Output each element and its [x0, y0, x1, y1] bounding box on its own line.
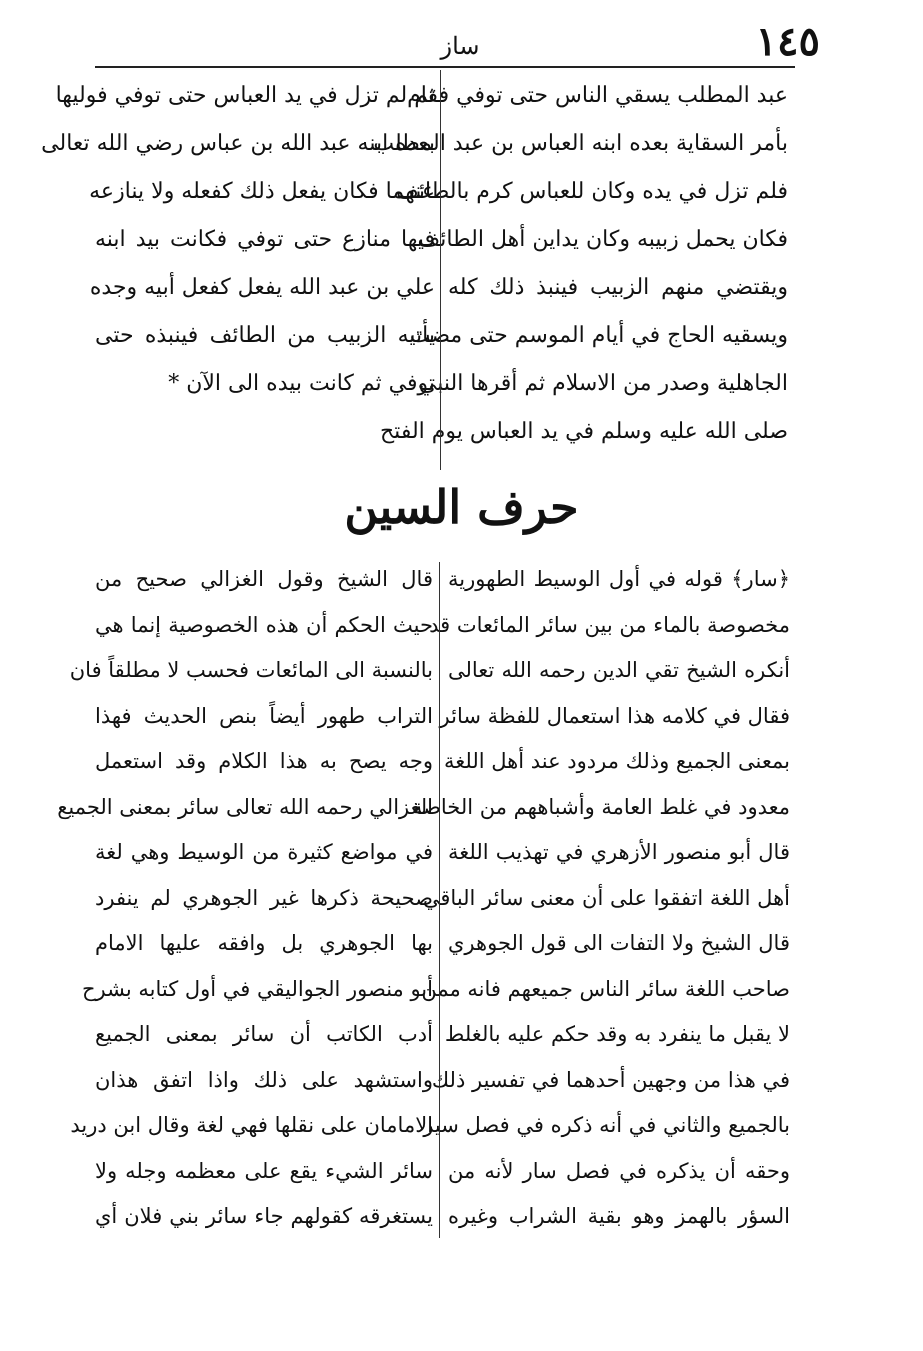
page-number: ١٤٥: [755, 18, 820, 65]
text-line: السؤر بالهمز وهو بقية الشراب وغيره: [448, 1204, 790, 1228]
text-line: ﴿سار﴾ قوله في أول الوسيط الطهورية: [448, 567, 790, 591]
text-line: وجه يصح به هذا الكلام وقد استعمل: [95, 749, 433, 773]
text-line: قال أبو منصور الأزهري في تهذيب اللغة: [448, 840, 790, 864]
text-line: بمعنى الجميع وذلك مردود عند أهل اللغة: [444, 749, 790, 773]
text-line: بها الجوهري بل وافقه عليها الامام: [95, 931, 433, 955]
text-line: الجاهلية وصدر من الاسلام ثم أقرها النبي: [418, 371, 788, 396]
text-line: صلى الله عليه وسلم في يد العباس يوم الفتح: [379, 419, 788, 444]
column-divider: [440, 70, 441, 470]
text-line: أدب الكاتب أن سائر بمعنى الجميع: [95, 1022, 433, 1046]
text-line: بأمر السقاية بعده ابنه العباس بن عبد المطلب: [373, 131, 788, 156]
text-line: في هذا من وجهين أحدهما في تفسير ذلك: [431, 1067, 790, 1092]
page-header: [60, 18, 860, 66]
text-line: قال الشيخ ولا التفات الى قول الجوهري: [448, 931, 790, 955]
text-line: واستشهد على ذلك واذا اتفق هذان: [95, 1067, 433, 1092]
top-right-column: [373, 72, 788, 456]
text-line: مخصوصة بالماء من بين سائر المائعات قد: [429, 612, 790, 637]
text-line: فلم تزل في يده وكان للعباس كرم بالطائف: [396, 179, 788, 204]
column-divider: [439, 562, 440, 1238]
text-line: بعده ابنه عبد الله بن عباس رضي الله تعالى: [41, 131, 435, 156]
text-line: وحقه أن يذكره في فصل سار لأنه من: [448, 1158, 790, 1183]
text-line: سائر الشيء يقع على معظمه وجله ولا: [95, 1158, 433, 1183]
text-line: علي بن عبد الله يفعل كفعل أبيه وجده: [89, 275, 435, 300]
text-line: ثم لم تزل في يد العباس حتى توفي فوليها: [55, 83, 435, 108]
bottom-left-column: [57, 557, 433, 1240]
text-line: الغزالي رحمه الله تعالى سائر بمعنى الجميع: [57, 794, 433, 819]
text-line: صحيحة ذكرها غير الجوهري لم ينفرد: [95, 885, 433, 910]
text-line: ويسقيه الحاج في أيام الموسم حتى مضت: [409, 323, 788, 348]
text-line: التراب طهور أيضاً بنص الحديث فهذا: [95, 703, 433, 728]
text-line: أبو منصور الجواليقي في أول كتابه بشرح: [81, 976, 433, 1001]
text-line: في مواضع كثيرة من الوسيط وهي لغة: [95, 840, 433, 864]
text-line: يأتيه الزبيب من الطائف فينبذه حتى: [95, 323, 435, 348]
header-rule: [95, 66, 795, 68]
text-line: معدود في غلط العامة وأشباههم من الخاصة: [411, 794, 790, 819]
text-line: فقال في كلامه هذا استعمال للفظة سائر: [439, 703, 790, 728]
text-line: صاحب اللغة سائر الناس جميعهم فانه ممن: [421, 976, 790, 1001]
text-line: ويقتضي منهم الزبيب فينبذ ذلك كله: [448, 275, 788, 300]
text-line: عنهما فكان يفعل ذلك كفعله ولا ينازعه: [89, 179, 435, 204]
text-line: يستغرقه كقولهم جاء سائر بني فلان أي: [95, 1204, 433, 1228]
text-line: بالجميع والثاني في أنه ذكره في فصل سير: [423, 1113, 790, 1137]
text-line: قال الشيخ وقول الغزالي صحيح من: [95, 567, 433, 591]
top-left-column: [41, 72, 435, 408]
text-line: توفي ثم كانت بيده الى الآن *: [168, 371, 435, 396]
text-line: لا يقبل ما ينفرد به وقد حكم عليه بالغلط: [444, 1022, 790, 1046]
section-heading: حرف السين: [344, 480, 579, 534]
text-line: أهل اللغة اتفقوا على أن معنى سائر الباقي: [422, 885, 790, 910]
text-line: بالنسبة الى المائعات فحسب لا مطلقاً فان: [69, 658, 433, 682]
text-line: الامامان على نقلها فهي لغة وقال ابن دريد: [70, 1113, 433, 1137]
running-head: ساز: [440, 32, 480, 60]
text-line: حيث الحكم أن هذه الخصوصية إنما هي: [95, 612, 433, 637]
text-line: فيها منازع حتى توفي فكانت بيد ابنه: [95, 227, 435, 252]
text-line: عبد المطلب يسقي الناس حتى توفي فقام: [407, 83, 788, 108]
text-line: أنكره الشيخ تقي الدين رحمه الله تعالى: [448, 658, 790, 682]
text-line: فكان يحمل زبيبه وكان يداين أهل الطائف: [417, 227, 788, 252]
bottom-right-column: [411, 557, 790, 1240]
